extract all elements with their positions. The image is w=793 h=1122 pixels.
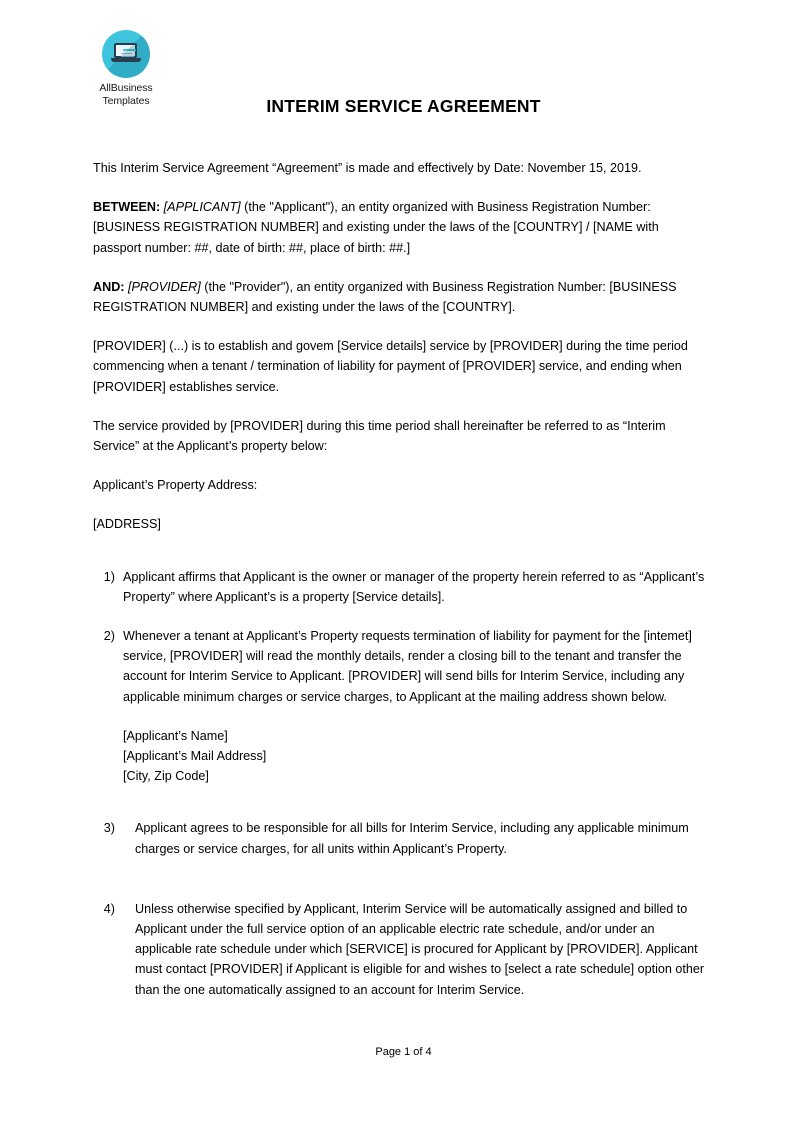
- document-header: [0, 0, 793, 150]
- between-text: (the "Applicant"), an entity organized with Business Registration Number: [BUSINESS REGISTRATION NUMBER] and existing under the laws of the [COUNTRY] / [NAME with passport number: ##, date of birth: ##, place of birth: ##.]: [93, 200, 659, 255]
- between-paragraph: [93, 197, 705, 258]
- list-item: [93, 899, 705, 1000]
- clause-text: Whenever a tenant at Applicant’s Property requests termination of liability for payment for the [intemet] service, [PROVIDER] will read the monthly details, render a closing bill to the tenant and transfer the account for Interim Service to Applicant. [PROVIDER] will send bills for Interim Service, including any applicable minimum charges or service charges, to Applicant at the mailing address shown below.: [123, 629, 692, 704]
- logo-circle: [102, 30, 150, 78]
- mailing-address-line: [Applicant’s Mail Address]: [123, 749, 267, 764]
- purpose-paragraph: [PROVIDER] (...) is to establish and govem [Service details] service by [PROVIDER] during the time period commencing when a tenant / termination of liability for payment of [PROVIDER] service, and ending when [PROVIDER] establishes service.: [93, 339, 688, 394]
- clause-number: 2): [103, 629, 115, 644]
- document-body: [93, 158, 705, 1019]
- and-text: (the "Provider"), an entity organized with Business Registration Number: [BUSINESS REGISTRATION NUMBER] and existing under the laws of the [COUNTRY].: [93, 279, 677, 315]
- mailing-address-block: [93, 726, 705, 787]
- clause-text: Unless otherwise specified by Applicant, Interim Service will be automatically assigned and billed to Applicant under the full service option of an applicable electric rate schedule, and/or under an applicable rate schedule under which [SERVICE] is procured for Applicant by [PROVIDER]. Applicant must contact [PROVIDER] if Applicant is eligible for and wishes to [select a rate schedule] option other than the one automatically assigned to an account for Interim Service.: [135, 901, 705, 997]
- property-address-placeholder: [ADDRESS]: [93, 517, 161, 532]
- mailing-address-line: [Applicant’s Name]: [123, 728, 228, 743]
- clause-number: 1): [103, 569, 115, 584]
- page-title: INTERIM SERVICE AGREEMENT: [266, 96, 541, 116]
- spacer-before-list: [93, 554, 705, 567]
- property-address-label: Applicant’s Property Address:: [93, 478, 258, 493]
- mailing-address-line: [City, Zip Code]: [123, 769, 209, 784]
- logo-wordmark-line1: AllBusiness: [99, 82, 153, 94]
- clause-text: Applicant affirms that Applicant is the owner or manager of the property herein referred to as “Applicant’s Property” where Applicant’s is a property [Service details].: [123, 569, 705, 604]
- between-label: BETWEEN:: [93, 200, 161, 215]
- page-footer: [0, 1046, 793, 1058]
- between-party: [APPLICANT]: [163, 200, 241, 215]
- list-item: [93, 626, 705, 707]
- logo-wordmark-line2: Templates: [102, 94, 150, 107]
- spacer-before-clause-3: [93, 805, 705, 818]
- clause-number: 4): [103, 901, 115, 916]
- clause-number: 3): [103, 821, 115, 836]
- list-item: [93, 818, 705, 858]
- intro-paragraph: This Interim Service Agreement “Agreement” is made and effectively by Date: November 15, 2019.: [93, 161, 642, 175]
- page-number: Page 1 of 4: [375, 1046, 432, 1058]
- hereinafter-paragraph: The service provided by [PROVIDER] during this time period shall hereinafter be referred to as “Interim Service” at the Applicant’s property below:: [93, 418, 666, 454]
- logo-circle-shadow: [102, 30, 150, 78]
- list-item: [93, 567, 705, 607]
- and-paragraph: [93, 277, 705, 317]
- and-party: [PROVIDER]: [127, 279, 201, 294]
- clause-text: Applicant agrees to be responsible for all bills for Interim Service, including any applicable minimum charges or service charges, for all units within Applicant’s Property.: [135, 821, 689, 856]
- spacer-before-clause-4: [93, 878, 705, 899]
- and-label: AND:: [93, 279, 125, 294]
